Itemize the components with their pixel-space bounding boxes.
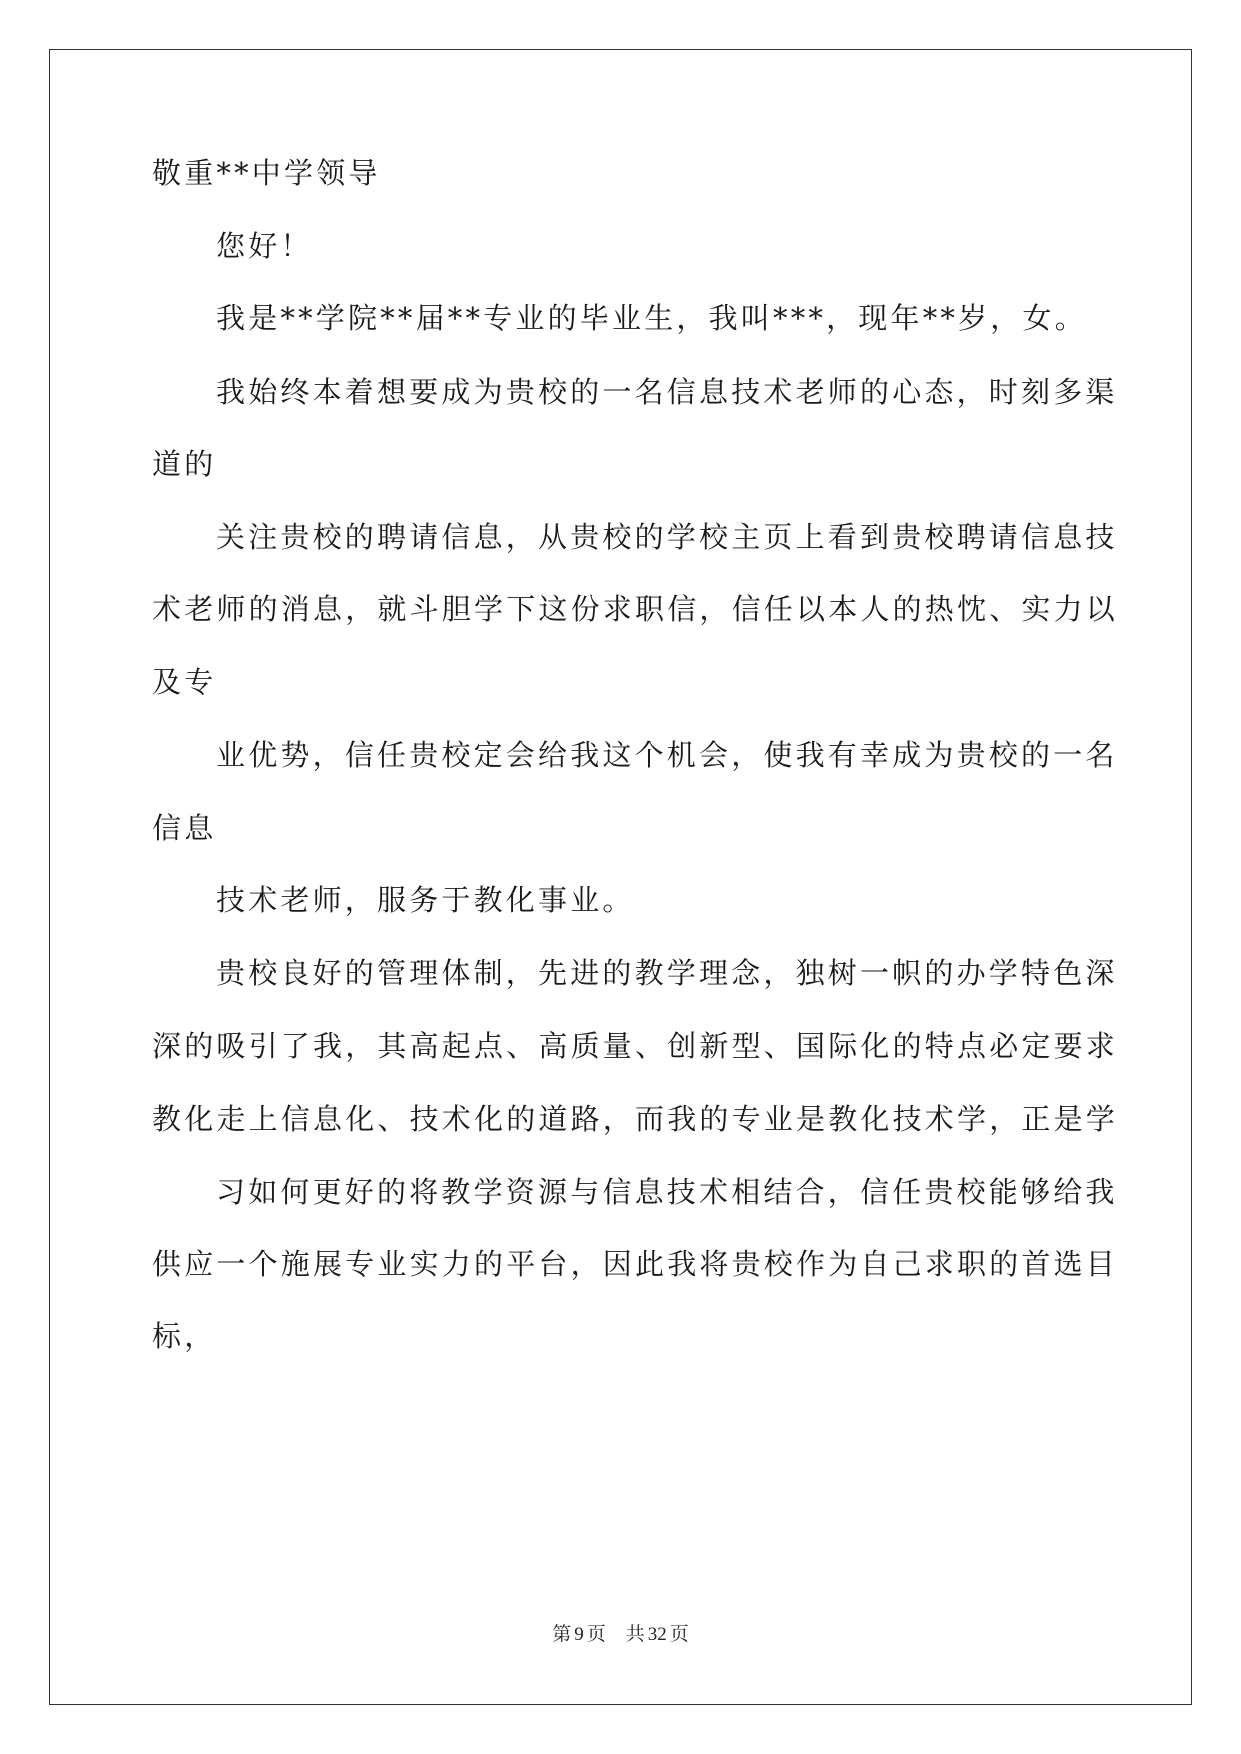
paragraph-line: 我始终本着想要成为贵校的一名信息技术老师的心态，时刻多渠 bbox=[216, 375, 1118, 409]
paragraph-line: 贵校良好的管理体制，先进的教学理念，独树一帜的办学特色深 bbox=[216, 956, 1118, 990]
paragraph-line: 技术老师，服务于教化事业。 bbox=[216, 883, 635, 917]
paragraph-line: 深的吸引了我，其高起点、高质量、创新型、国际化的特点必定要求 bbox=[152, 1029, 1119, 1063]
total-pages: 32 bbox=[647, 1624, 667, 1645]
page-prefix: 第 bbox=[552, 1623, 572, 1645]
page-suffix: 页 bbox=[586, 1623, 606, 1645]
paragraph-line: 术老师的消息，就斗胆学下这份求职信，信任以本人的热忱、实力以 bbox=[152, 592, 1119, 626]
paragraph-line: 业优势，信任贵校定会给我这个机会，使我有幸成为贵校的一名 bbox=[216, 738, 1118, 772]
paragraph-line: 供应一个施展专业实力的平台，因此我将贵校作为自己求职的首选目 bbox=[152, 1247, 1119, 1281]
paragraph-line: 教化走上信息化、技术化的道路，而我的专业是教化技术学，正是学 bbox=[152, 1102, 1119, 1136]
paragraph-line: 信息 bbox=[152, 811, 217, 845]
salutation: 敬重**中学领导 bbox=[152, 156, 381, 190]
paragraph-line: 及专 bbox=[152, 665, 217, 699]
page-footer bbox=[0, 1622, 1241, 1647]
paragraph-line: 关注贵校的聘请信息，从贵校的学校主页上看到贵校聘请信息技 bbox=[216, 520, 1118, 554]
paragraph-line: 我是**学院**届**专业的毕业生，我叫***，现年**岁，女。 bbox=[216, 301, 1087, 335]
total-prefix: 共 bbox=[625, 1623, 645, 1645]
paragraph-line: 标， bbox=[152, 1319, 217, 1353]
greeting: 您好！ bbox=[216, 229, 313, 263]
paragraph-line: 道的 bbox=[152, 447, 217, 481]
total-suffix: 页 bbox=[669, 1623, 689, 1645]
page-number: 9 bbox=[574, 1624, 584, 1645]
paragraph-line: 习如何更好的将教学资源与信息技术相结合，信任贵校能够给我 bbox=[216, 1175, 1118, 1209]
